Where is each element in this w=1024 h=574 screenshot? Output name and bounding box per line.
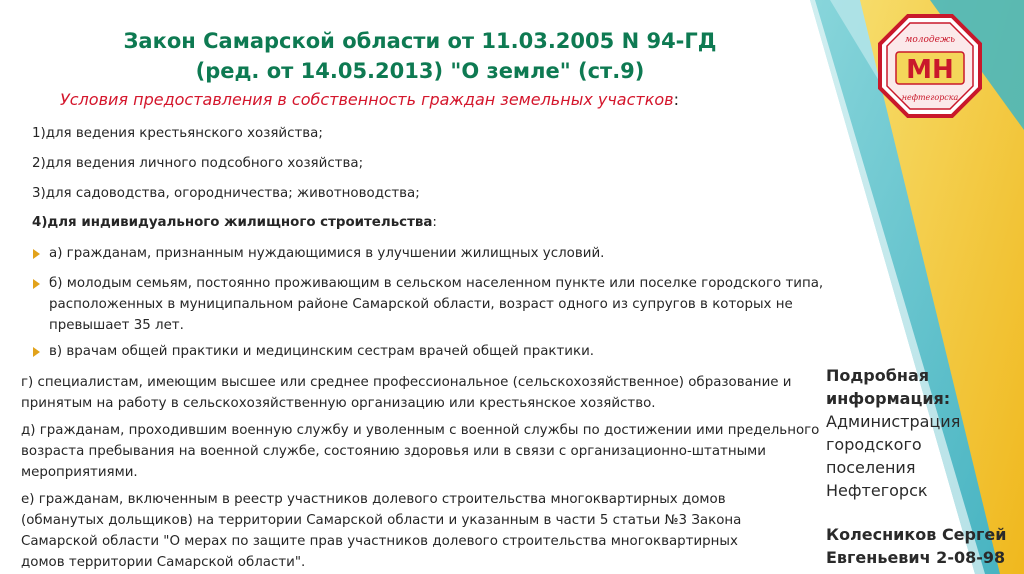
purpose-item-3: 3)для садоводства, огородничества; животноводства; bbox=[32, 186, 420, 201]
law-title-line2: (ред. от 14.05.2013) "О земле" (ст.9) bbox=[195, 59, 645, 83]
bullet-arrow-icon bbox=[33, 347, 40, 357]
section-subtitle bbox=[60, 90, 679, 109]
bullet-arrow-icon bbox=[33, 279, 40, 289]
purpose-item-4-colon: : bbox=[432, 215, 437, 230]
logo-ring-text-bottom: нефтегорска bbox=[901, 93, 959, 102]
info-org-line4: Нефтегорск bbox=[826, 481, 928, 500]
subtitle-text: Условия предоставления в собственность граждан земельных участков bbox=[60, 90, 674, 109]
subtitle-colon: : bbox=[673, 90, 679, 109]
info-block bbox=[826, 364, 1006, 502]
paragraph-e: е) гражданам, включенным в реестр участников долевого строительства многоквартирных домов (обманутых дольщиков) на территории Самарской области и указанным в части 5 статьи №3 Закона Самарской области "О мерах по защите прав участников долевого строительства многоквартирных домов территории Самарской области". bbox=[21, 492, 742, 570]
logo-letters: МН bbox=[906, 55, 954, 85]
purpose-item-2: 2)для ведения личного подсобного хозяйства; bbox=[32, 156, 364, 171]
bullet-arrow-icon bbox=[33, 249, 40, 259]
logo-ring-text: молодежь bbox=[904, 35, 956, 45]
purpose-item-1: 1)для ведения крестьянского хозяйства; bbox=[32, 126, 323, 141]
bullet-text-a: а) гражданам, признанным нуждающимися в улучшении жилищных условий. bbox=[49, 246, 605, 261]
paragraph-g: г) специалистам, имеющим высшее или среднее профессиональное (сельскохозяйственное) образование и принятым на работу в сельскохозяйственную организацию или крестьянское хозяйство. bbox=[21, 375, 792, 411]
info-label: Подробная информация: bbox=[826, 366, 951, 408]
info-org-line2: городского bbox=[826, 435, 922, 454]
bullet-text-b: б) молодым семьям, постоянно проживающим в сельском населенном пункте или поселке городского типа, расположенных в муниципальном районе Самарской области, возраст одного из супругов в которых не превышает 35 лет. bbox=[49, 276, 824, 333]
contact-name: Колесников Сергей bbox=[826, 525, 1007, 544]
contact-block bbox=[826, 523, 1016, 569]
bullet-text-v: в) врачам общей практики и медицинским сестрам врачей общей практики. bbox=[49, 344, 595, 359]
purpose-item-4-label: 4)для индивидуального жилищного строительства bbox=[32, 215, 433, 230]
contact-phone: Евгеньевич 2-08-98 bbox=[826, 548, 1006, 567]
info-org-line1: Администрация bbox=[826, 412, 961, 431]
purpose-item-4 bbox=[32, 212, 437, 233]
law-title-line1: Закон Самарской области от 11.03.2005 N 94-ГД bbox=[123, 29, 717, 53]
info-org-line3: поселения bbox=[826, 458, 916, 477]
logo-icon bbox=[878, 14, 982, 118]
paragraph-d: д) гражданам, проходившим военную службу и уволенным с военной службы по достижении ими предельного возраста пребывания на военной службе, состоянию здоровья или в связи с организационно-штатными мероприятиями. bbox=[21, 423, 820, 480]
